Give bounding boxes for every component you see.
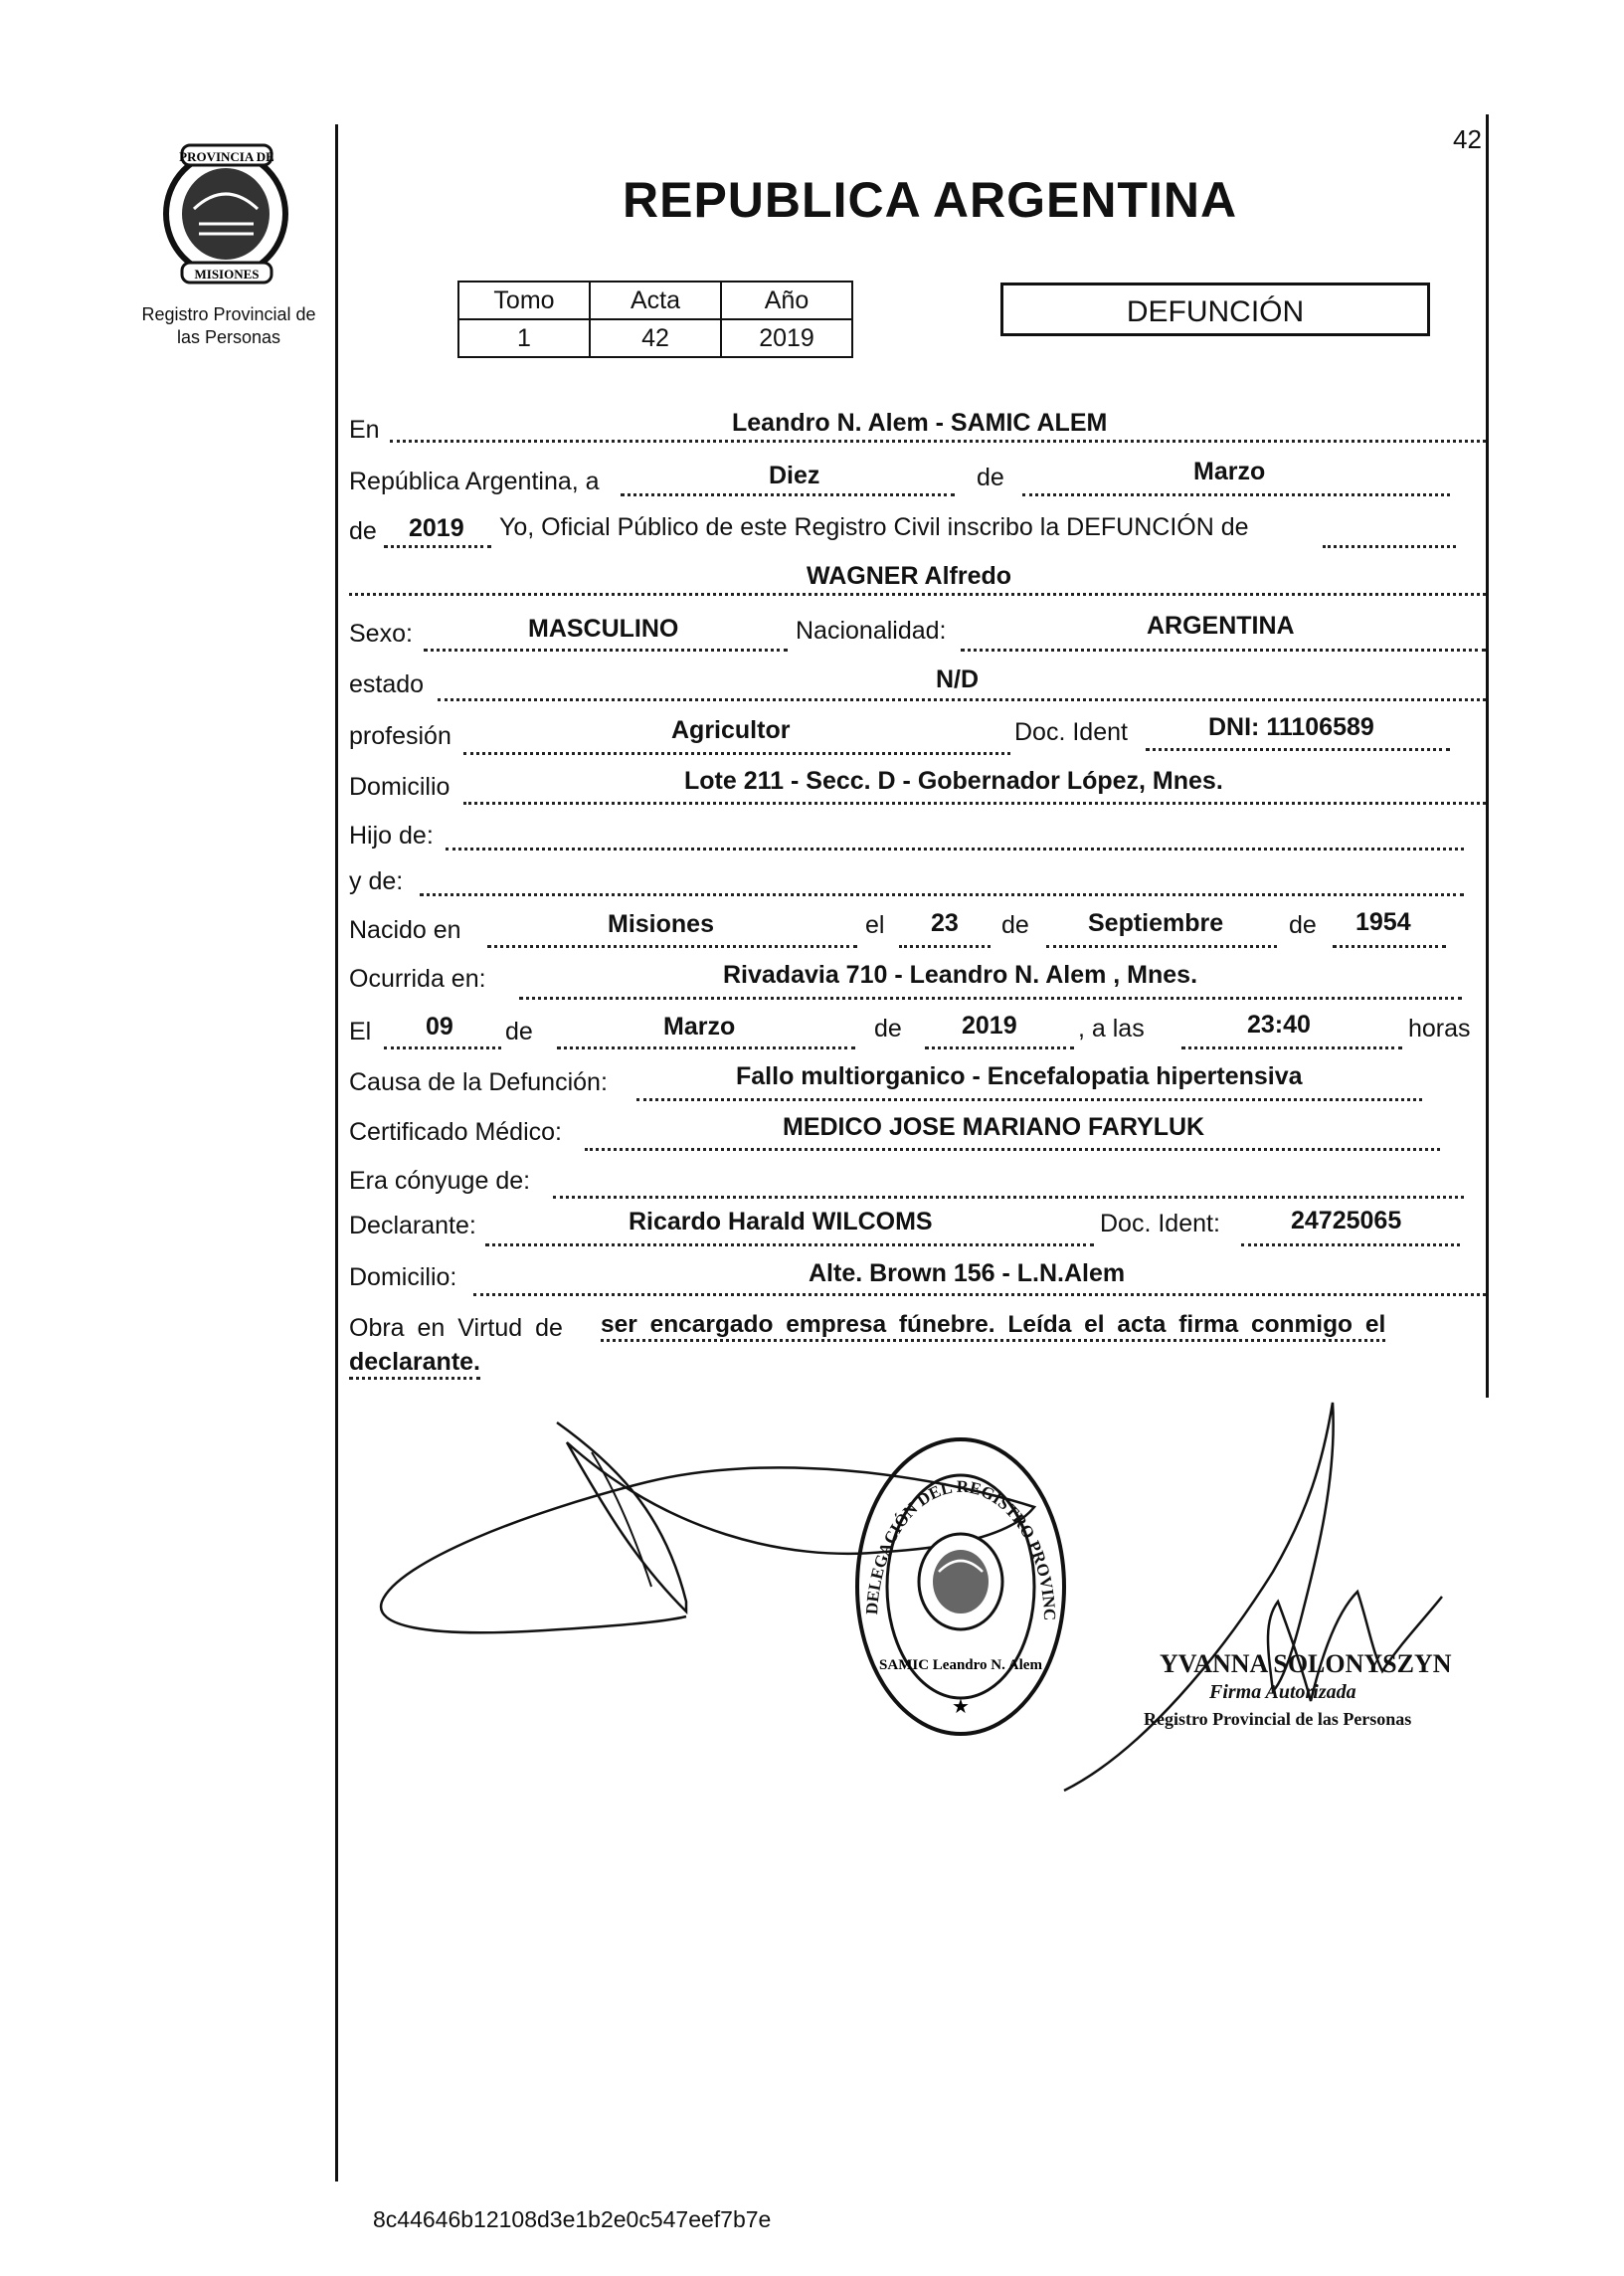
doc-label: Doc. Ident (1014, 718, 1128, 746)
year-dots (384, 545, 491, 548)
decl-doc-value: 24725065 (1291, 1207, 1402, 1234)
estado-dots (438, 698, 1486, 701)
anio-header: Año (721, 282, 852, 319)
ocurrida-label: Ocurrida en: (349, 965, 486, 993)
domicilio-dots (463, 802, 1486, 805)
certificado-label: Certificado Médico: (349, 1118, 562, 1146)
en-label: En (349, 416, 380, 444)
conyuge-dots (553, 1196, 1464, 1199)
alas-label: , a las (1078, 1015, 1145, 1043)
official-name: YVANNA SOLONYSZYN (1160, 1649, 1452, 1678)
declarante-value: Ricardo Harald WILCOMS (629, 1208, 933, 1235)
death-day: 09 (426, 1013, 453, 1041)
official-signature (1054, 1393, 1492, 1810)
obra-value: ser encargado empresa fúnebre. Leída el acta firma conmigo el (601, 1311, 1385, 1342)
day-dots (621, 493, 955, 496)
nacido-value: Misiones (608, 910, 714, 938)
document-hash: 8c44646b12108d3e1b2e0c547eef7b7e (373, 2206, 772, 2232)
declarante-dots (485, 1243, 1094, 1246)
death-year-dots (925, 1046, 1074, 1049)
tomo-header: Tomo (458, 282, 590, 319)
deceased-name: WAGNER Alfredo (807, 562, 1012, 590)
acta-value: 42 (590, 319, 721, 357)
birth-de2-label: de (1289, 911, 1317, 939)
el2-label: El (349, 1018, 372, 1045)
birth-day: 23 (931, 909, 959, 937)
birth-year: 1954 (1355, 908, 1411, 936)
estado-value: N/D (936, 665, 980, 693)
day-value: Diez (769, 462, 820, 489)
yde-dots (420, 893, 1464, 896)
horas-label: horas (1408, 1015, 1471, 1043)
death-month-dots (557, 1046, 855, 1049)
de-label: de (977, 464, 1004, 491)
birth-year-dots (1333, 945, 1446, 948)
year-value: 2019 (409, 514, 464, 542)
left-margin-line (335, 124, 338, 2181)
official-office: Registro Provincial de las Personas (1144, 1709, 1412, 1729)
sexo-dots (424, 649, 788, 652)
tomo-value: 1 (458, 319, 590, 357)
conyuge-label: Era cónyuge de: (349, 1167, 531, 1195)
death-month: Marzo (663, 1013, 736, 1041)
republica-label: República Argentina, a (349, 468, 600, 495)
profesion-value: Agricultor (671, 716, 791, 744)
birth-month: Septiembre (1088, 909, 1224, 937)
causa-value: Fallo multiorganico - Encefalopatia hipertensiva (736, 1062, 1303, 1090)
anio-value: 2019 (721, 319, 852, 357)
death-year: 2019 (962, 1012, 1017, 1040)
ocurrida-dots (519, 997, 1462, 1000)
logo-caption: Registro Provincial de las Personas (141, 304, 316, 347)
death-time-dots (1181, 1046, 1402, 1049)
decl-domicilio-dots (473, 1293, 1486, 1296)
svg-text:SAMIC Leandro N. Alem: SAMIC Leandro N. Alem (879, 1657, 1042, 1673)
obra-label: Obra en Virtud de (349, 1314, 563, 1342)
acta-header: Acta (590, 282, 721, 319)
obra-value-2: declarante. (349, 1348, 480, 1380)
death-de2-label: de (874, 1015, 902, 1043)
decl-doc-dots (1241, 1243, 1460, 1246)
reference-table (457, 281, 853, 358)
causa-label: Causa de la Defunción: (349, 1068, 608, 1096)
svg-text:DELEGACIÓN DEL REGISTRO PROVIN: DELEGACIÓN DEL REGISTRO PROVINC (862, 1476, 1060, 1621)
en-dots (390, 440, 1486, 443)
domicilio-value: Lote 211 - Secc. D - Gobernador López, Mnes. (684, 767, 1223, 795)
name-dots (349, 593, 1486, 596)
profesion-dots (463, 752, 1010, 755)
declarante-label: Declarante: (349, 1212, 476, 1239)
month-dots (1022, 493, 1450, 496)
hijo-dots (446, 848, 1464, 851)
month-value: Marzo (1193, 458, 1266, 485)
province-seal-logo (154, 139, 298, 288)
estado-label: estado (349, 670, 425, 698)
death-time: 23:40 (1247, 1011, 1311, 1039)
certificado-value: MEDICO JOSE MARIANO FARYLUK (783, 1113, 1205, 1141)
svg-text:PROVINCIA DE: PROVINCIA DE (179, 149, 274, 164)
decl-domicilio-value: Alte. Brown 156 - L.N.Alem (809, 1259, 1126, 1287)
nacionalidad-label: Nacionalidad: (796, 617, 947, 645)
birth-de1-label: de (1001, 911, 1029, 939)
right-margin-line (1486, 114, 1489, 1398)
death-de1-label: de (505, 1018, 533, 1045)
causa-dots (636, 1098, 1422, 1101)
sexo-value: MASCULINO (528, 615, 679, 643)
doc-value: DNI: 11106589 (1208, 713, 1374, 741)
death-day-dots (384, 1046, 501, 1049)
nacionalidad-dots (961, 649, 1486, 652)
page-number: 42 (1453, 124, 1482, 154)
statement-dots (1323, 545, 1456, 548)
en-value: Leandro N. Alem - SAMIC ALEM (732, 409, 1108, 437)
page-title: REPUBLICA ARGENTINA (623, 172, 1238, 228)
decl-doc-label: Doc. Ident: (1100, 1210, 1220, 1237)
profesion-label: profesión (349, 722, 451, 750)
statement-text: Yo, Oficial Público de este Registro Civil inscribo la DEFUNCIÓN de (499, 513, 1249, 541)
nacido-label: Nacido en (349, 916, 461, 944)
act-type-box: DEFUNCIÓN (1000, 283, 1430, 336)
domicilio-label: Domicilio (349, 773, 451, 801)
sexo-label: Sexo: (349, 620, 413, 648)
birth-month-dots (1046, 945, 1277, 948)
decl-domicilio-label: Domicilio: (349, 1263, 457, 1291)
delegation-stamp (847, 1422, 1074, 1741)
svg-text:★: ★ (952, 1696, 970, 1718)
svg-text:MISIONES: MISIONES (194, 267, 260, 282)
doc-dots (1146, 748, 1450, 751)
yde-label: y de: (349, 867, 404, 895)
nacionalidad-value: ARGENTINA (1147, 612, 1295, 640)
el-label: el (865, 911, 885, 939)
nacido-dots (487, 945, 857, 948)
birth-day-dots (899, 945, 991, 948)
certificado-dots (585, 1148, 1440, 1151)
year-prefix-label: de (349, 517, 377, 545)
ocurrida-value: Rivadavia 710 - Leandro N. Alem , Mnes. (723, 961, 1198, 989)
official-role: Firma Autorizada (1209, 1681, 1356, 1703)
hijo-label: Hijo de: (349, 822, 434, 850)
